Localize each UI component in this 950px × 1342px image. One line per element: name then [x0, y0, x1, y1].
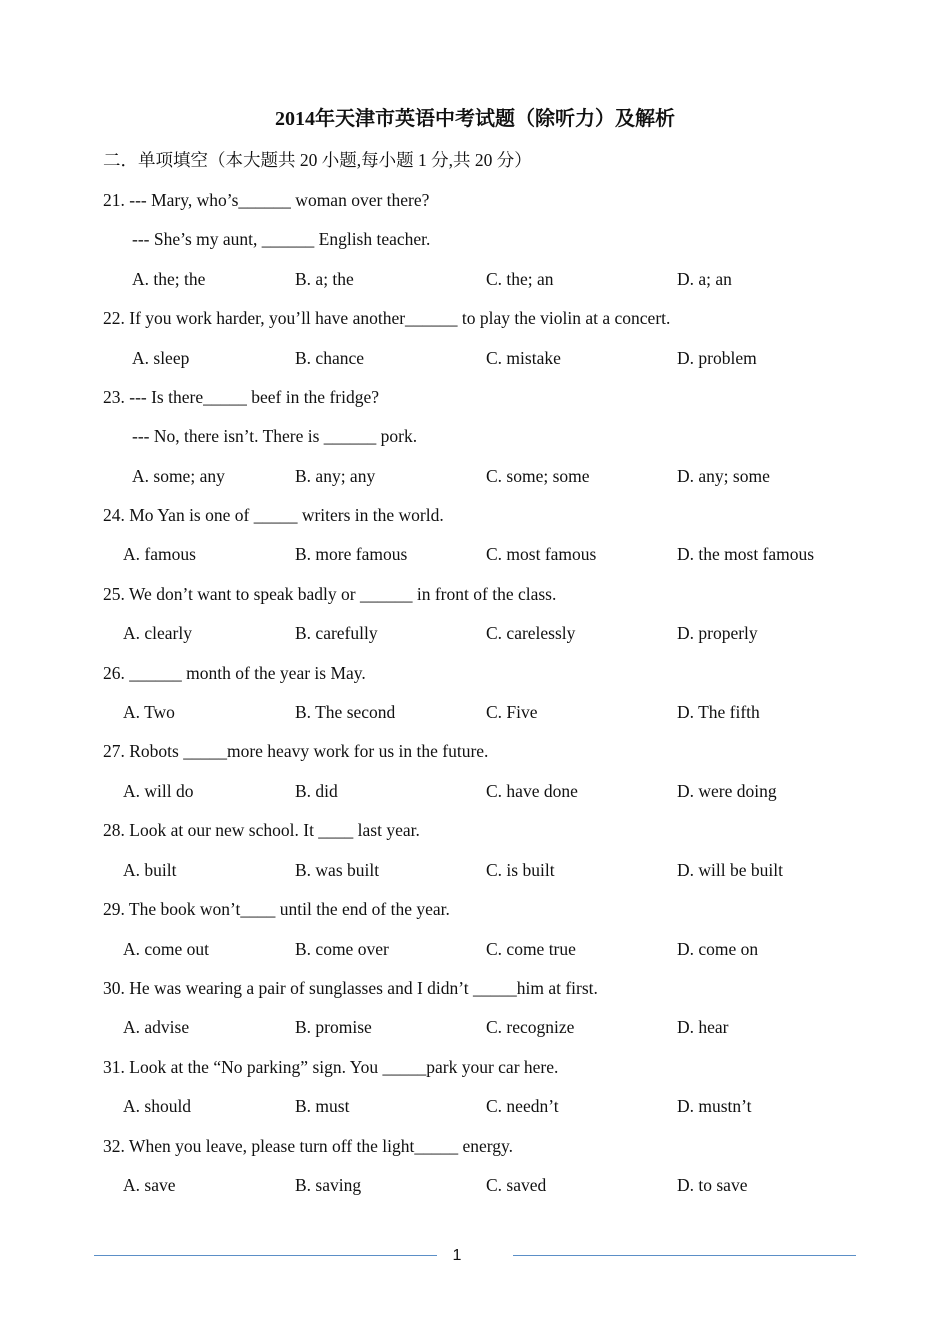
question-32-stem: 32. When you leave, please turn off the light_____ energy.: [103, 1136, 514, 1156]
question-21-option-b: B. a; the: [295, 269, 354, 289]
question-32-option-b: B. saving: [295, 1175, 362, 1195]
question-22-option-d: D. problem: [677, 348, 757, 368]
question-27-option-a: A. will do: [123, 781, 194, 801]
question-27-option-c: C. have done: [486, 781, 578, 801]
question-28-option-b: B. was built: [295, 860, 380, 880]
question-30-stem: 30. He was wearing a pair of sunglasses and I didn’t _____him at first.: [103, 978, 598, 998]
question-25-stem: 25. We don’t want to speak badly or ______ in front of the class.: [103, 584, 557, 604]
question-32-option-a: A. save: [123, 1175, 176, 1195]
question-21-option-a: A. the; the: [132, 269, 206, 289]
question-21-stem: 21. --- Mary, who’s______ woman over there?: [103, 190, 430, 210]
question-21-reply: --- She’s my aunt, ______ English teacher.: [132, 229, 431, 249]
question-29-option-b: B. come over: [295, 939, 389, 959]
question-22-option-c: C. mistake: [486, 348, 561, 368]
question-26-option-d: D. The fifth: [677, 702, 760, 722]
question-31-stem: 31. Look at the “No parking” sign. You _____park your car here.: [103, 1057, 559, 1077]
question-28-option-d: D. will be built: [677, 860, 783, 880]
question-32-option-c: C. saved: [486, 1175, 547, 1195]
footer-rule-right: [513, 1255, 856, 1256]
question-22-stem: 22. If you work harder, you’ll have another______ to play the violin at a concert.: [103, 308, 671, 328]
question-25-option-c: C. carelessly: [486, 623, 576, 643]
question-23-option-d: D. any; some: [677, 466, 770, 486]
question-23-option-b: B. any; any: [295, 466, 376, 486]
question-30-option-d: D. hear: [677, 1017, 729, 1037]
question-24-option-a: A. famous: [123, 544, 196, 564]
question-29-option-c: C. come true: [486, 939, 576, 959]
question-27-option-b: B. did: [295, 781, 338, 801]
question-24-option-b: B. more famous: [295, 544, 408, 564]
question-32-option-d: D. to save: [677, 1175, 748, 1195]
question-21-option-c: C. the; an: [486, 269, 554, 289]
question-23-stem: 23. --- Is there_____ beef in the fridge?: [103, 387, 380, 407]
question-29-option-a: A. come out: [123, 939, 210, 959]
question-29-option-d: D. come on: [677, 939, 759, 959]
question-22-option-b: B. chance: [295, 348, 364, 368]
question-30-option-b: B. promise: [295, 1017, 372, 1037]
question-30-option-a: A. advise: [123, 1017, 190, 1037]
question-31-option-b: B. must: [295, 1096, 350, 1116]
question-26-option-b: B. The second: [295, 702, 396, 722]
question-30-option-c: C. recognize: [486, 1017, 575, 1037]
question-22-option-a: A. sleep: [132, 348, 190, 368]
question-21-option-d: D. a; an: [677, 269, 732, 289]
question-26-stem: 26. ______ month of the year is May.: [103, 663, 366, 683]
question-25-option-b: B. carefully: [295, 623, 378, 643]
question-23-option-a: A. some; any: [132, 466, 225, 486]
question-26-option-a: A. Two: [123, 702, 175, 722]
section-heading: 二．单项填空（本大题共 20 小题,每小题 1 分,共 20 分）: [103, 150, 532, 170]
question-29-stem: 29. The book won’t____ until the end of the year.: [103, 899, 450, 919]
question-23-option-c: C. some; some: [486, 466, 590, 486]
footer-rule-left: [94, 1255, 437, 1256]
question-28-option-c: C. is built: [486, 860, 555, 880]
question-24-stem: 24. Mo Yan is one of _____ writers in the world.: [103, 505, 444, 525]
question-25-option-a: A. clearly: [123, 623, 192, 643]
question-24-option-c: C. most famous: [486, 544, 597, 564]
question-31-option-c: C. needn’t: [486, 1096, 559, 1116]
question-24-option-d: D. the most famous: [677, 544, 815, 564]
question-28-option-a: A. built: [123, 860, 177, 880]
page-title: 2014年天津市英语中考试题（除听力）及解析: [275, 108, 675, 130]
question-27-option-d: D. were doing: [677, 781, 777, 801]
question-28-stem: 28. Look at our new school. It ____ last year.: [103, 820, 420, 840]
question-27-stem: 27. Robots _____more heavy work for us in the future.: [103, 741, 489, 761]
question-25-option-d: D. properly: [677, 623, 758, 643]
question-31-option-d: D. mustn’t: [677, 1096, 752, 1116]
question-23-reply: --- No, there isn’t. There is ______ pork.: [132, 426, 418, 446]
page-number: 1: [452, 1247, 462, 1264]
question-31-option-a: A. should: [123, 1096, 192, 1116]
question-26-option-c: C. Five: [486, 702, 538, 722]
